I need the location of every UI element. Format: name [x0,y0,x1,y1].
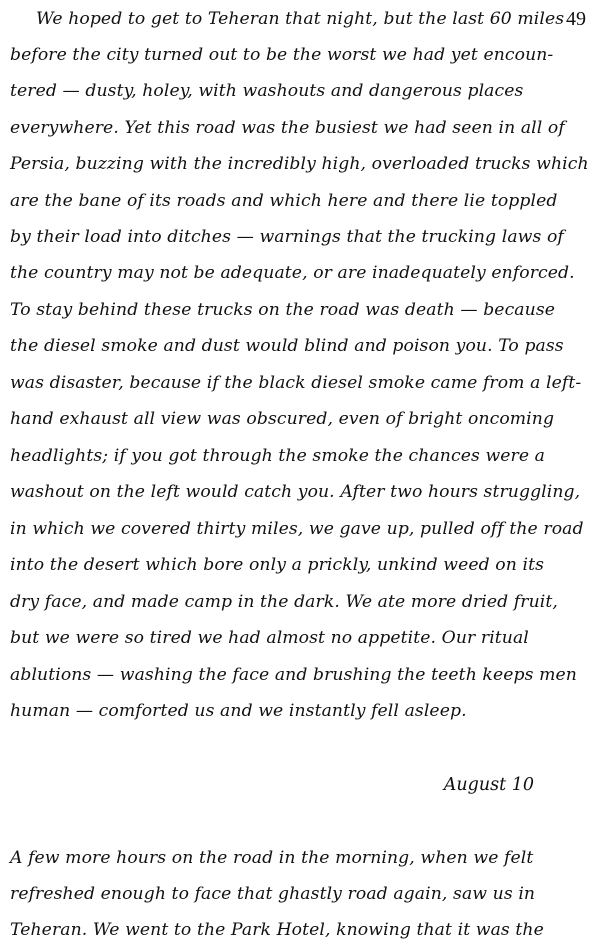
text-line: Teheran. We went to the Park Hotel, knowing that it was the [10,920,544,940]
text-line: human — comforted us and we instantly fell asleep. [10,701,467,721]
text-line: but we were so tired we had almost no appetite. Our ritual [10,628,529,648]
text-line: dry face, and made camp in the dark. We ate more dried fruit, [10,592,558,612]
text-line: everywhere. Yet this road was the busiest we had seen in all of [10,118,565,138]
text-line: was disaster, because if the black diesel smoke came from a left- [10,373,582,393]
text-line: tered — dusty, holey, with washouts and dangerous places [10,81,524,101]
text-line: the country may not be adequate, or are inadequately enforced. [10,263,575,283]
text-line: washout on the left would catch you. After two hours struggling, [10,482,581,502]
text-line: hand exhaust all view was obscured, even of bright oncoming [10,409,555,429]
text-line: To stay behind these trucks on the road was death — because [10,300,556,320]
text-line: are the bane of its roads and which here and there lie toppled [10,191,558,211]
date-heading: August 10 [443,775,534,795]
text-line: We hoped to get to Teheran that night, but the last 60 miles [36,9,565,29]
text-line: into the desert which bore only a prickly, unkind weed on its [10,555,545,575]
text-line: ablutions — washing the face and brushing the teeth keeps men [10,665,577,685]
text-line: headlights; if you got through the smoke the chances were a [10,446,546,466]
text-line: Persia, buzzing with the incredibly high, overloaded trucks which [10,154,589,174]
text-line: by their load into ditches — warnings that the trucking laws of [10,227,564,247]
text-line: before the city turned out to be the worst we had yet encoun- [10,45,554,65]
page-number: 49 [566,8,586,30]
text-line: refreshed enough to face that ghastly road again, saw us in [10,884,536,904]
text-line: the diesel smoke and dust would blind and poison you. To pass [10,336,564,356]
text-line: A few more hours on the road in the morning, when we felt [10,848,534,868]
text-line: in which we covered thirty miles, we gave up, pulled off the road [10,519,584,539]
